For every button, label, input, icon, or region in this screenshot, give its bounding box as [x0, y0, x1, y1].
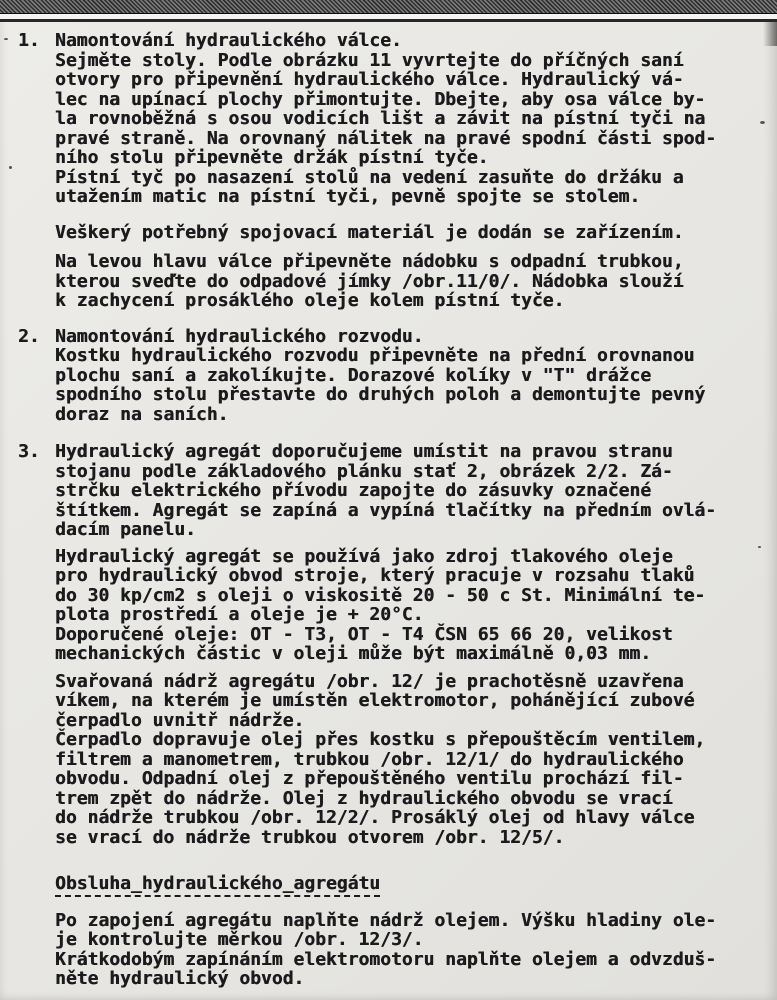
numbered-item [18, 31, 765, 207]
item-title: Namontování hydraulického rozvodu. [55, 325, 424, 347]
text-line: utažením matic na pístní tyči, pevně spojte se stolem. [55, 186, 641, 207]
document-body [18, 31, 765, 989]
text-line: Po zapojení agregátu naplňte nádrž olejem. Výšku hladiny ole- [55, 909, 717, 931]
item-number: 1. [18, 30, 40, 51]
text-line: čerpadlo uvnitř nádrže. [55, 709, 305, 731]
item-title: Hydraulický agregát doporučujeme umístit na pravou stranu [55, 441, 673, 462]
scan-corner-smudge [763, 22, 777, 46]
text-line: kterou sveďte do odpadové jímky /obr.11/0/. Nádobka slouží [55, 270, 684, 292]
text-line: trem zpět do nádrže. Olej z hydraulického obvodu se vrací [55, 787, 673, 809]
numbered-item [18, 327, 765, 425]
text-line: strčku elektrického přívodu zapojte do zásuvky označené [55, 480, 652, 501]
heading-text: Obsluha_hydraulického_agregátu [55, 873, 380, 897]
text-line: víkem, na kterém je umístěn elektromotor, pohánějící zubové [55, 690, 695, 711]
text-line [18, 31, 765, 51]
text-line: ního stolu připevněte držák pístní tyče. [55, 147, 489, 168]
text-line: se vrací do nádrže trubkou otvorem /obr. 12/5/. [55, 826, 565, 848]
text-line: otvory pro připevnění hydraulického válce. Hydraulický vá- [55, 69, 684, 90]
text-line: Sejměte stoly. Podle obrázku 11 vyvrtejte do příčných saní [55, 49, 684, 71]
text-line: mechanických částic v oleji může být maximálně 0,03 mm. [55, 643, 652, 664]
paper-speck [4, 38, 8, 40]
text-line: něte hydraulický obvod. [55, 968, 305, 989]
paragraph [18, 252, 765, 311]
text-line: plota prostředí a oleje je + 20°C. [55, 604, 424, 625]
text-line: Doporučené oleje: OT - T3, OT - T4 ČSN 65 66 20, velikost [55, 623, 673, 645]
numbered-item [18, 442, 765, 540]
text-line: Veškerý potřebný spojovací materiál je dodán se zařízením. [55, 221, 684, 243]
paragraph [18, 547, 765, 664]
text-line: Kostku hydraulického rozvodu připevněte na přední orovnanou [55, 345, 695, 366]
text-line: dacím panelu. [55, 519, 196, 540]
text-line: do nádrže trubkou /obr. 12/2/. Prosáklý olej od hlavy válce [55, 807, 695, 828]
text-line: pro hydraulický obvod stroje, který pracuje v rozsahu tlaků [55, 565, 695, 586]
text-line: plochu saní a zakolíkujte. Dorazové kolíky v "T" drážce [55, 364, 652, 386]
text-line: do 30 kp/cm2 s oleji o viskositě 20 - 50 c St. Minimální te- [55, 584, 706, 606]
text-line: k zachycení prosáklého oleje kolem pístní tyče. [55, 290, 565, 311]
scanner-edge-line [0, 19, 777, 22]
text-line: obvodu. Odpadní olej z přepouštěného ventilu prochází fil- [55, 768, 684, 789]
text-line: Svařovaná nádrž agregátu /obr. 12/ je prachotěsně uzavřena [55, 670, 684, 692]
item-number: 3. [18, 441, 40, 462]
paper-speck [9, 166, 12, 169]
text-line: spodního stolu přestavte do druhých poloh a demontujte pevný [55, 384, 706, 405]
text-line: pravé straně. Na orovnaný nálitek na pravé spodní části spod- [55, 127, 717, 149]
text-line: lec na upínací plochy přimontujte. Dbejte, aby osa válce by- [55, 88, 706, 110]
item-number: 2. [18, 325, 40, 347]
text-line: Pístní tyč po nasazení stolů na vedení zasuňte do držáku a [55, 166, 684, 188]
scanner-edge-band [0, 0, 777, 14]
text-line: Čerpadlo dopravuje olej přes kostku s přepouštěcím ventilem, [55, 729, 706, 750]
text-line: štítkem. Agregát se zapíná a vypíná tlačítky na předním ovlá- [55, 499, 717, 521]
text-line: Na levou hlavu válce připevněte nádobku s odpadní trubkou, [55, 251, 684, 272]
text-line: doraz na saních. [55, 403, 229, 425]
text-line: Hydraulický agregát se používá jako zdroj tlakového oleje [55, 545, 673, 567]
text-line [18, 442, 765, 462]
text-line: Krátkodobým zapínáním elektromotoru naplňte olejem a odvzduš- [55, 948, 717, 970]
text-line [18, 874, 765, 894]
text-line [18, 327, 765, 347]
paragraph [18, 672, 765, 848]
paragraph [18, 911, 765, 989]
text-line: filtrem a manometrem, trubkou /obr. 12/1/ do hydraulického [55, 748, 684, 770]
item-title: Namontování hydraulického válce. [55, 30, 402, 51]
text-line: je kontrolujte měrkou /obr. 12/3/. [55, 929, 424, 950]
paragraph [18, 223, 765, 243]
section-heading [18, 874, 765, 894]
text-line: stojanu podle základového plánku stať 2, obrázek 2/2. Zá- [55, 460, 673, 482]
text-line: la rovnoběžná s osou vodicích lišt a závit na pístní tyči na [55, 108, 706, 129]
